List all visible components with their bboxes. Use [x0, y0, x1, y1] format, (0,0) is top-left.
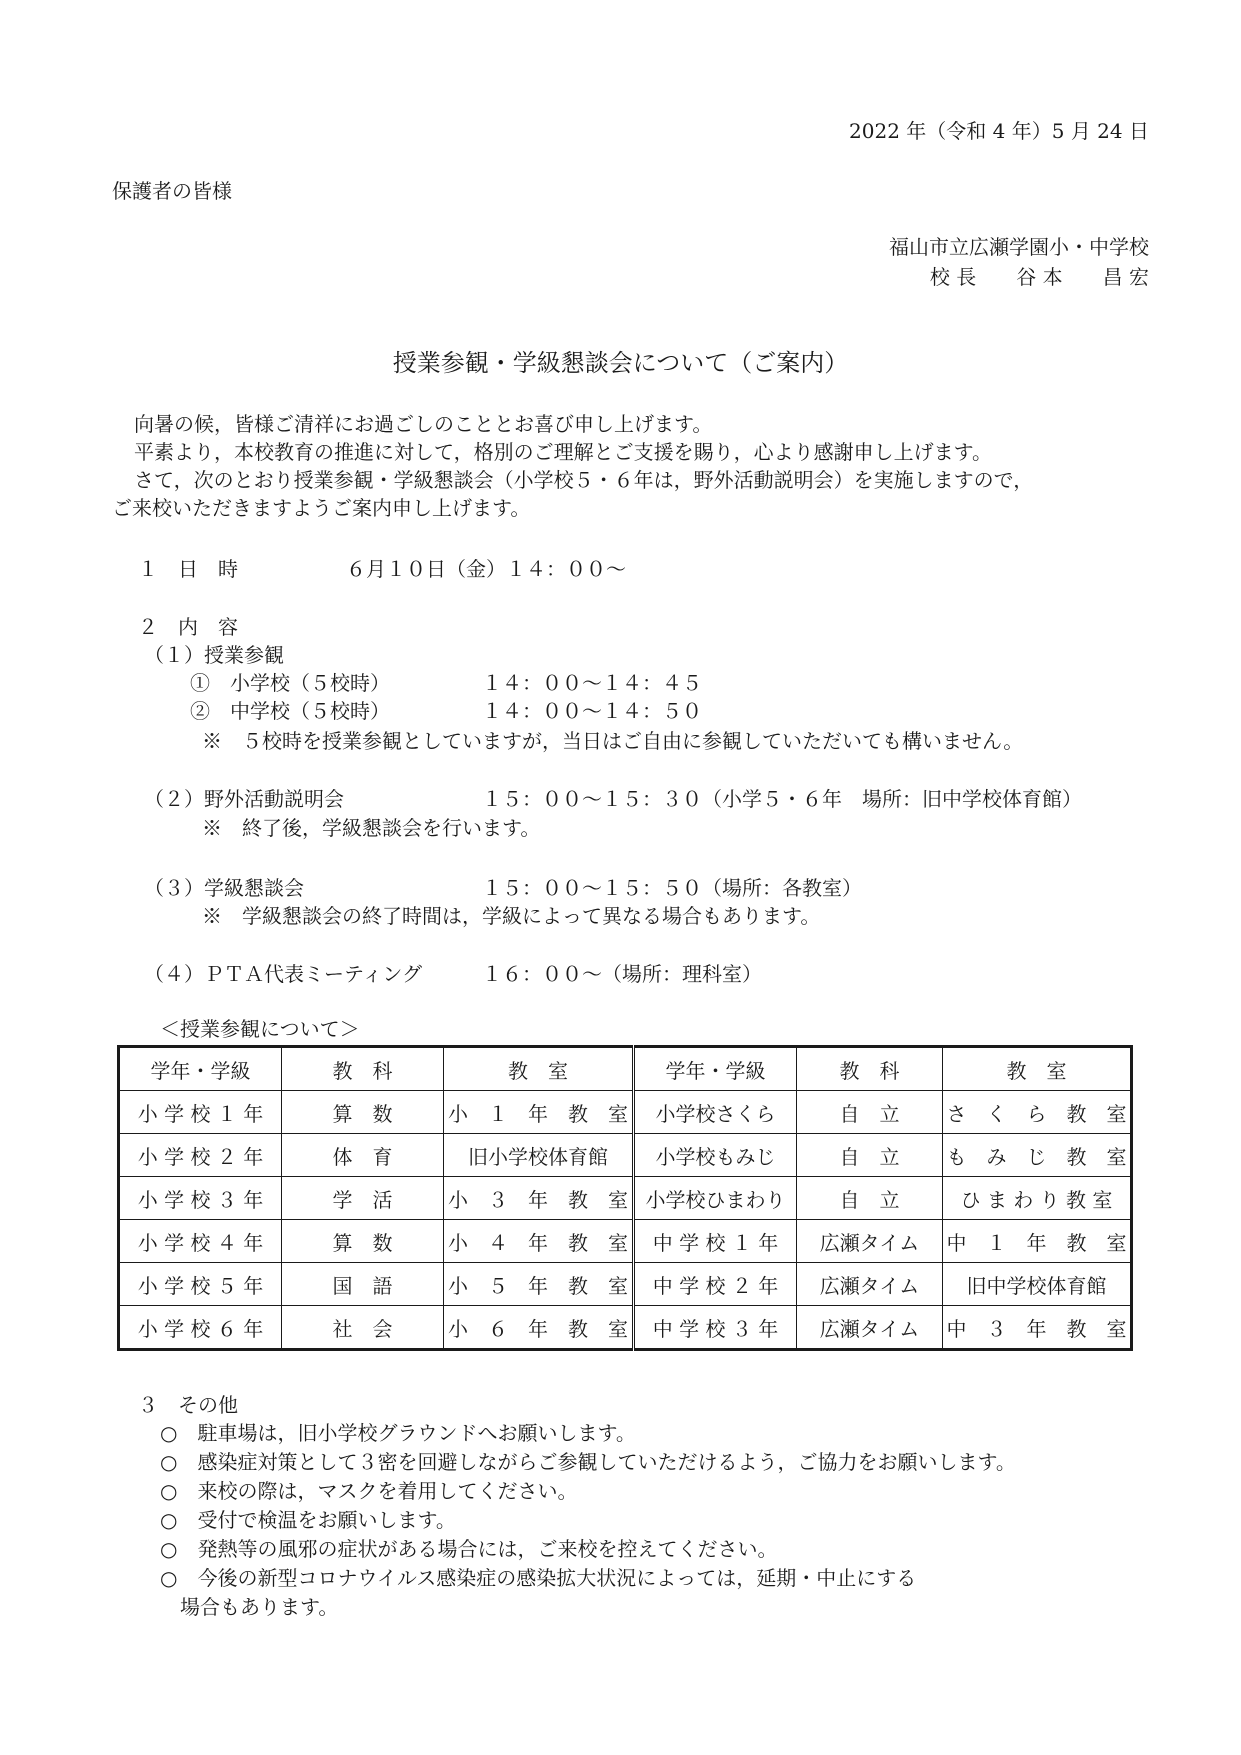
table-cell: 体 育 [282, 1134, 444, 1177]
table-cell: 小 学 校 １ 年 [119, 1091, 282, 1134]
table-header-row [119, 1047, 1132, 1091]
table-cell: 自 立 [797, 1177, 943, 1220]
sub2-note: ※ 終了後，学級懇談会を行います。 [202, 816, 541, 840]
section1-value: ６月１０日（金）１４：００～ [346, 557, 626, 581]
other-bullet-2: ○ 感染症対策として３密を回避しながらご参観していただけるよう，ご協力をお願いします。 [160, 1450, 1016, 1474]
other-bullet-3: ○ 来校の際は，マスクを着用してください。 [160, 1479, 578, 1503]
table-cell: 小 ４ 年 教 室 [444, 1220, 634, 1263]
table-cell: 小学校もみじ [634, 1134, 797, 1177]
table-cell: 小 学 校 ６ 年 [119, 1306, 282, 1350]
section1-label: １ 日 時 [138, 557, 238, 581]
table-cell: 小学校ひまわり [634, 1177, 797, 1220]
table-cell: 小 学 校 ４ 年 [119, 1220, 282, 1263]
section3-label: ３ その他 [138, 1393, 238, 1417]
sub3-time: １５：００～１５：５０（場所：各教室） [482, 876, 862, 900]
sub3-label: （３）学級懇談会 [144, 876, 304, 900]
table-cell: 社 会 [282, 1306, 444, 1350]
sub1-item-1-time: １４：００～１４：４５ [482, 671, 702, 695]
other-bullet-4: ○ 受付で検温をお願いします。 [160, 1508, 456, 1532]
table-row [119, 1177, 1132, 1220]
intro-line-2: 平素より，本校教育の推進に対して，格別のご理解とご支援を賜り，心より感謝申し上げます。 [134, 440, 992, 464]
sub4-time: １６：００～（場所：理科室） [482, 962, 762, 986]
sub1-item-2-time: １４：００～１４：５０ [482, 699, 702, 723]
table-cell: 小 学 校 ５ 年 [119, 1263, 282, 1306]
recipient: 保護者の皆様 [112, 179, 232, 203]
table-row [119, 1134, 1132, 1177]
table-cell: 小 ６ 年 教 室 [444, 1306, 634, 1350]
sender-school: 福山市立広瀬学園小・中学校 [889, 235, 1149, 259]
header-subject-1: 教 科 [282, 1047, 444, 1091]
intro-line-4: ご来校いただきますようご案内申し上げます。 [112, 496, 531, 520]
table-cell: ひ ま わ り 教 室 [943, 1177, 1132, 1220]
table-cell: 算 数 [282, 1091, 444, 1134]
sub3-note: ※ 学級懇談会の終了時間は，学級によって異なる場合もあります。 [202, 904, 821, 928]
other-bullet-1: ○ 駐車場は，旧小学校グラウンドへお願いします。 [160, 1421, 636, 1445]
header-room-1: 教 室 [444, 1047, 634, 1091]
table-row [119, 1263, 1132, 1306]
table-cell: 小 学 校 ２ 年 [119, 1134, 282, 1177]
sub4-label: （４）ＰＴＡ代表ミーティング [144, 962, 422, 986]
table-cell: 広瀬タイム [797, 1263, 943, 1306]
table-cell: 小 ５ 年 教 室 [444, 1263, 634, 1306]
intro-line-3: さて，次のとおり授業参観・学級懇談会（小学校５・６年は，野外活動説明会）を実施しますので， [134, 468, 1034, 492]
page-title: 授業参観・学級懇談会について（ご案内） [392, 349, 849, 377]
table-cell: 算 数 [282, 1220, 444, 1263]
header-room-2: 教 室 [943, 1047, 1132, 1091]
sub2-time: １５：００～１５：３０（小学５・６年 場所：旧中学校体育館） [482, 787, 1082, 811]
sender-block [889, 232, 1149, 292]
table-row [119, 1091, 1132, 1134]
table-cell: 学 活 [282, 1177, 444, 1220]
intro-line-1: 向暑の候，皆様ご清祥にお過ごしのこととお喜び申し上げます。 [134, 412, 713, 436]
table-cell: 小学校さくら [634, 1091, 797, 1134]
section2-label: ２ 内 容 [138, 615, 238, 639]
other-bullet-5: ○ 発熱等の風邪の症状がある場合には，ご来校を控えてください。 [160, 1537, 778, 1561]
sender-name: 校 長 谷 本 昌 宏 [929, 265, 1149, 289]
table-cell: 中 １ 年 教 室 [943, 1220, 1132, 1263]
table-cell: さ く ら 教 室 [943, 1091, 1132, 1134]
header-grade-1: 学年・学級 [119, 1047, 282, 1091]
table-row [119, 1220, 1132, 1263]
table-cell: 中 学 校 ２ 年 [634, 1263, 797, 1306]
table-cell: 旧小学校体育館 [444, 1134, 634, 1177]
header-grade-2: 学年・学級 [634, 1047, 797, 1091]
other-bullet-6-continuation: 場合もあります。 [180, 1595, 339, 1619]
other-bullet-6: ○ 今後の新型コロナウイルス感染症の感染拡大状況によっては，延期・中止にする [160, 1566, 917, 1590]
class-observation-table [117, 1045, 1133, 1351]
table-cell: 国 語 [282, 1263, 444, 1306]
sub1-note: ※ ５校時を授業参観としていますが，当日はご自由に参観していただいても構いません。 [202, 729, 1024, 753]
table-cell: 小 ３ 年 教 室 [444, 1177, 634, 1220]
table-cell: 小 学 校 ３ 年 [119, 1177, 282, 1220]
table-cell: も み じ 教 室 [943, 1134, 1132, 1177]
table-cell: 中 学 校 ３ 年 [634, 1306, 797, 1350]
table-cell: 自 立 [797, 1091, 943, 1134]
document-date: 2022 年（令和 4 年）5 月 24 日 [849, 119, 1149, 143]
sub1-item-1-label: ① 小学校（５校時） [190, 671, 390, 695]
table-cell: 自 立 [797, 1134, 943, 1177]
table-cell: 旧中学校体育館 [943, 1263, 1132, 1306]
table-cell: 中 ３ 年 教 室 [943, 1306, 1132, 1350]
header-subject-2: 教 科 [797, 1047, 943, 1091]
table-caption: ＜授業参観について＞ [160, 1017, 360, 1041]
table-cell: 中 学 校 １ 年 [634, 1220, 797, 1263]
sub1-label: （１）授業参観 [144, 643, 284, 667]
table-cell: 広瀬タイム [797, 1220, 943, 1263]
table-cell: 小 １ 年 教 室 [444, 1091, 634, 1134]
table-row [119, 1306, 1132, 1350]
sub1-item-2-label: ② 中学校（５校時） [190, 699, 390, 723]
sub2-label: （２）野外活動説明会 [144, 787, 344, 811]
table-cell: 広瀬タイム [797, 1306, 943, 1350]
